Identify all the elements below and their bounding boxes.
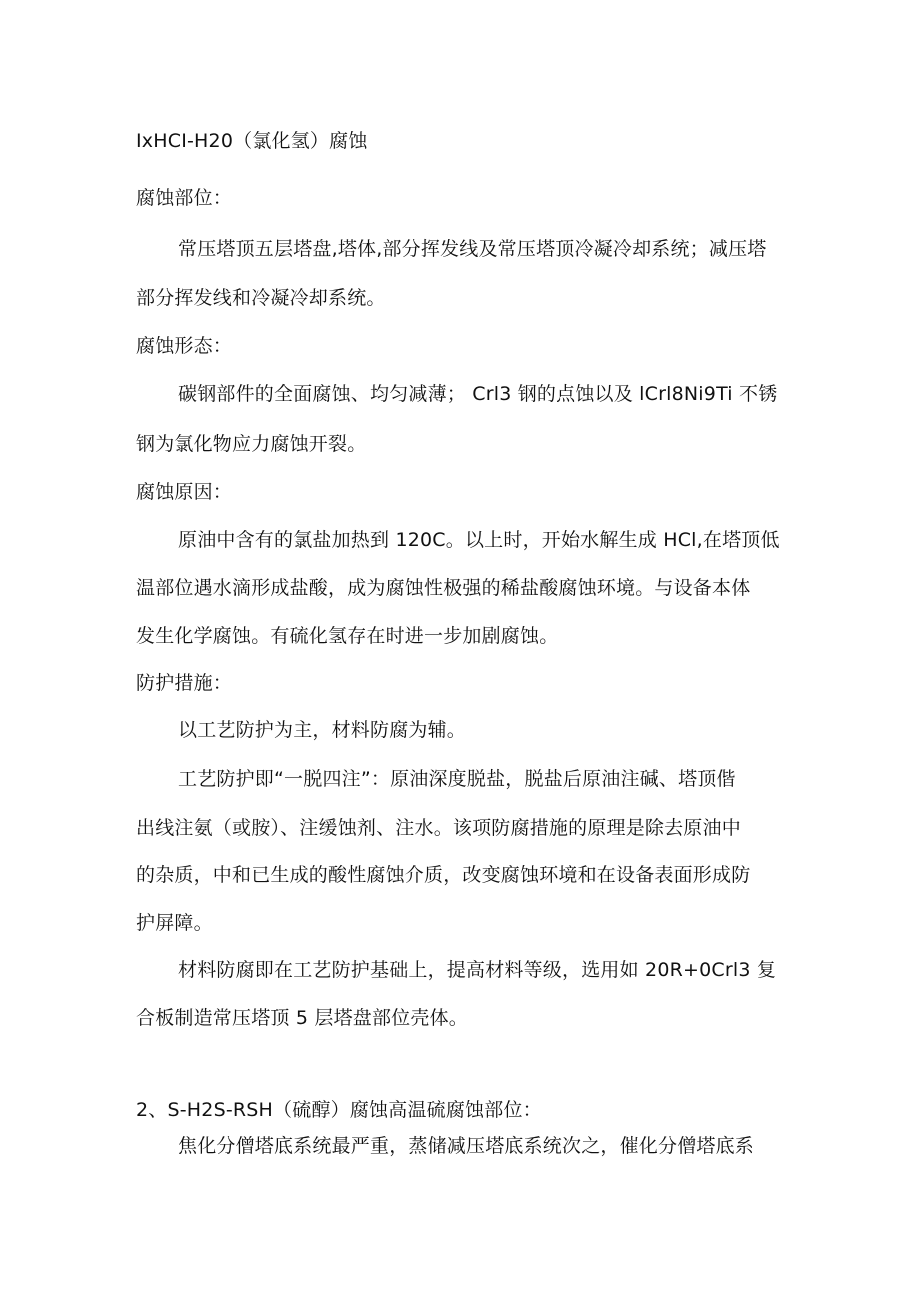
paragraph-line: 合板制造常压塔顶 5 层塔盘部位壳体。: [136, 1007, 468, 1029]
section-heading: 2、S-H2S-RSH（硫醇）腐蚀高温硫腐蚀部位：: [136, 1099, 542, 1121]
paragraph-line: 以工艺防护为主，材料防腐为辅。: [178, 719, 467, 741]
section-heading: 腐蚀原因：: [136, 481, 233, 503]
paragraph-line: 焦化分僧塔底系统最严重，蒸储减压塔底系统次之，催化分僧塔底系: [178, 1135, 755, 1157]
paragraph-line: 温部位遇水滴形成盐酸，成为腐蚀性极强的稀盐酸腐蚀环境。与设备本体: [136, 577, 751, 599]
paragraph-line: 部分挥发线和冷凝冷却系统。: [136, 287, 386, 309]
document-title: IxHCI-H20（氯化氢）腐蚀: [136, 130, 368, 152]
section-heading: 腐蚀形态：: [136, 335, 233, 357]
paragraph-line: 护屏障。: [136, 912, 213, 934]
section-heading: 腐蚀部位：: [136, 187, 233, 209]
paragraph-line: 材料防腐即在工艺防护基础上，提高材料等级，选用如 20R+0Crl3 复: [178, 959, 777, 981]
paragraph-line: 的杂质，中和已生成的酸性腐蚀介质，改变腐蚀环境和在设备表面形成防: [136, 864, 751, 886]
paragraph-line: 出线注氨（或胺）、注缓蚀剂、注水。该项防腐措施的原理是除去原油中: [136, 817, 741, 839]
paragraph-line: 常压塔顶五层塔盘,塔体,部分挥发线及常压塔顶冷凝冷却系统；减压塔: [178, 238, 767, 260]
paragraph-line: 钢为氯化物应力腐蚀开裂。: [136, 433, 367, 455]
paragraph-line: 原油中含有的氯盐加热到 120C。以上时，开始水解生成 HCl,在塔顶低: [178, 529, 780, 551]
paragraph-line: 碳钢部件的全面腐蚀、均匀减薄； Crl3 钢的点蚀以及 lCrl8Ni9Ti 不锈: [178, 383, 778, 405]
paragraph-line: 工艺防护即“一脱四注”：原油深度脱盐，脱盐后原油注碱、塔顶偕: [178, 768, 736, 790]
section-heading: 防护措施：: [136, 672, 233, 694]
paragraph-line: 发生化学腐蚀。有硫化氢存在时进一步加剧腐蚀。: [136, 625, 559, 647]
